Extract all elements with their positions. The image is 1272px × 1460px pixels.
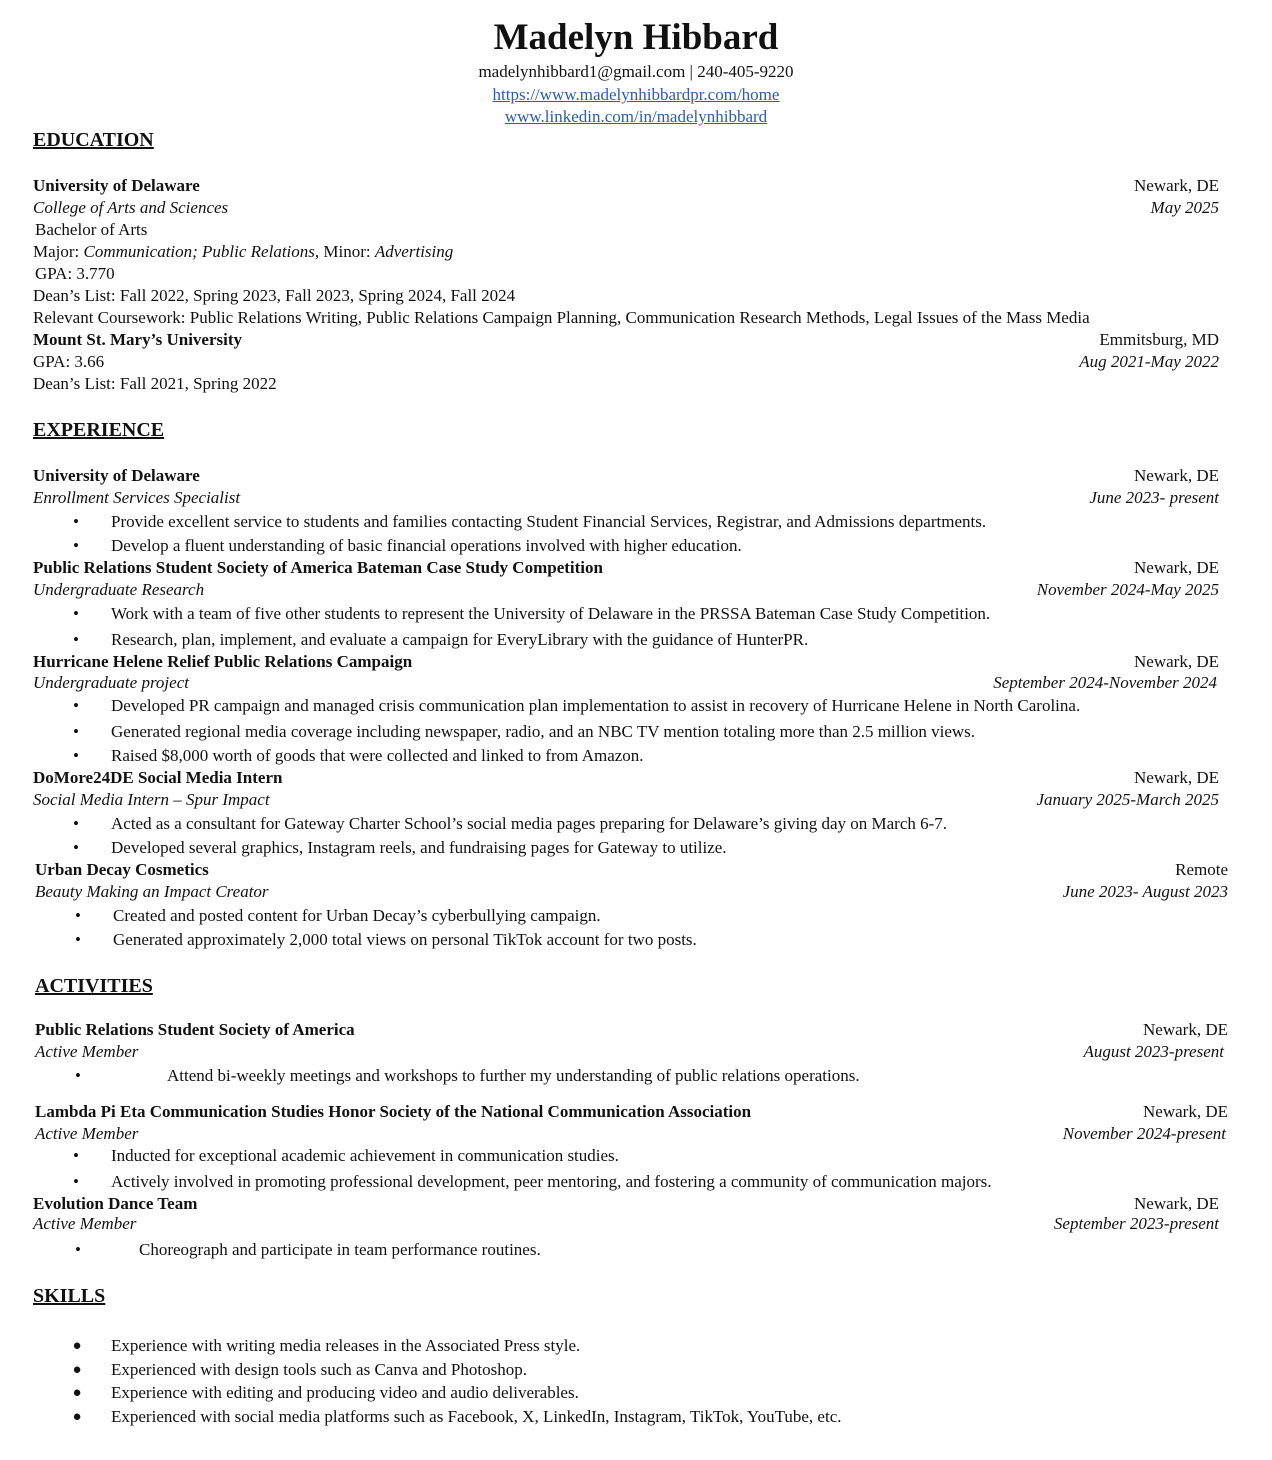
bullet-glyph: • — [75, 1240, 81, 1259]
job-bullet: Developed PR campaign and managed crisis communication plan implementation to assist in recovery of Hurricane Helene in North Carolina. — [111, 696, 1081, 715]
ud-college: College of Arts and Sciences — [33, 198, 229, 217]
msmu-date: Aug 2021-May 2022 — [1079, 352, 1219, 371]
ud-gpa: GPA: 3.770 — [35, 264, 115, 283]
linkedin-link[interactable]: www.linkedin.com/in/madelynhibbard — [504, 107, 768, 126]
ud-deans-list: Dean’s List: Fall 2022, Spring 2023, Fall 2023, Spring 2024, Fall 2024 — [33, 286, 516, 305]
bullet-glyph: • — [73, 604, 79, 623]
activity-org: Lambda Pi Eta Communication Studies Honor Society of the National Communication Association — [35, 1102, 752, 1121]
activity-bullet: Actively involved in promoting professional development, peer mentoring, and fostering a community of communication majors. — [111, 1172, 992, 1191]
bullet-glyph: • — [73, 1172, 79, 1191]
msmu-location: Emmitsburg, MD — [1099, 330, 1219, 349]
activity-role: Active Member — [33, 1214, 137, 1233]
bullet-glyph: • — [73, 838, 79, 857]
job-location: Remote — [1175, 860, 1228, 879]
activity-location: Newark, DE — [1143, 1102, 1228, 1121]
job-role: Social Media Intern – Spur Impact — [33, 790, 270, 809]
msmu-school: Mount St. Mary’s University — [33, 330, 243, 349]
job-bullet: Created and posted content for Urban Decay’s cyberbullying campaign. — [113, 906, 601, 925]
bullet-glyph: • — [73, 536, 79, 555]
ud-location: Newark, DE — [1134, 176, 1219, 195]
job-bullet: Generated approximately 2,000 total views on personal TikTok account for two posts. — [113, 930, 697, 949]
activity-bullet: Attend bi-weekly meetings and workshops to further my understanding of public relations operations. — [167, 1066, 860, 1085]
activity-location: Newark, DE — [1143, 1020, 1228, 1039]
job-location: Newark, DE — [1134, 652, 1219, 671]
activity-org: Evolution Dance Team — [33, 1194, 198, 1213]
job-bullet: Work with a team of five other students to represent the University of Delaware in the PRSSA Bateman Case Study Competition. — [111, 604, 991, 623]
job-date: June 2023- present — [1089, 488, 1219, 507]
job-date: January 2025-March 2025 — [1036, 790, 1219, 809]
skills-heading: SKILLS — [33, 1285, 106, 1307]
candidate-name: Madelyn Hibbard — [493, 17, 779, 58]
job-org: Hurricane Helene Relief Public Relations Campaign — [33, 652, 413, 671]
activity-bullet: Choreograph and participate in team performance routines. — [139, 1240, 541, 1259]
msmu-gpa: GPA: 3.66 — [33, 352, 105, 371]
job-org: DoMore24DE Social Media Intern — [33, 768, 283, 787]
job-bullet: Generated regional media coverage including newspaper, radio, and an NBC TV mention totaling more than 2.5 million views. — [111, 722, 976, 741]
job-role: Enrollment Services Specialist — [33, 488, 241, 507]
skill-item: Experience with editing and producing video and audio deliverables. — [111, 1383, 579, 1402]
linkedin-link-row — [0, 106, 1272, 128]
ud-date: May 2025 — [1150, 198, 1219, 217]
bullet-glyph: • — [73, 630, 79, 649]
activity-location: Newark, DE — [1134, 1194, 1219, 1213]
minor-label: Minor: — [323, 242, 371, 261]
skill-bullet-glyph: ● — [72, 1409, 82, 1425]
activity-date: September 2023-present — [1053, 1214, 1219, 1233]
ud-degree: Bachelor of Arts — [35, 220, 148, 239]
job-org: University of Delaware — [33, 466, 200, 485]
bullet-glyph: • — [73, 746, 79, 765]
job-org: Public Relations Student Society of America Bateman Case Study Competition — [33, 558, 603, 577]
activity-org: Public Relations Student Society of America — [35, 1020, 355, 1039]
major-value: Communication; Public Relations, — [83, 242, 320, 261]
msmu-deans-list: Dean’s List: Fall 2021, Spring 2022 — [33, 374, 277, 393]
ud-major-minor — [33, 241, 453, 263]
job-date: June 2023- August 2023 — [1062, 882, 1228, 901]
contact-line: madelynhibbard1@gmail.com | 240-405-9220 — [478, 62, 794, 81]
major-label: Major: — [33, 242, 80, 261]
experience-heading: EXPERIENCE — [33, 419, 165, 441]
job-location: Newark, DE — [1134, 466, 1219, 485]
job-bullet: Developed several graphics, Instagram reels, and fundraising pages for Gateway to utilize. — [111, 838, 727, 857]
job-org: Urban Decay Cosmetics — [35, 860, 209, 879]
skill-item: Experienced with design tools such as Canva and Photoshop. — [111, 1360, 527, 1379]
job-role: Beauty Making an Impact Creator — [35, 882, 269, 901]
skill-item: Experience with writing media releases in the Associated Press style. — [111, 1336, 581, 1355]
bullet-glyph: • — [75, 1066, 81, 1085]
bullet-glyph: • — [73, 814, 79, 833]
minor-value: Advertising — [374, 242, 454, 261]
ud-coursework: Relevant Coursework: Public Relations Writing, Public Relations Campaign Planning, Communication Research Methods, Legal Issues of the Mass Media — [33, 308, 1090, 327]
job-bullet: Raised $8,000 worth of goods that were collected and linked to from Amazon. — [111, 746, 644, 765]
education-heading: EDUCATION — [33, 129, 154, 151]
activities-heading: ACTIVITIES — [35, 975, 153, 997]
job-bullet: Develop a fluent understanding of basic financial operations involved with higher education. — [111, 536, 742, 555]
job-bullet: Acted as a consultant for Gateway Charter School’s social media pages preparing for Delaware’s giving day on March 6-7. — [111, 814, 948, 833]
job-location: Newark, DE — [1134, 558, 1219, 577]
bullet-glyph: • — [75, 906, 81, 925]
bullet-glyph: • — [73, 1146, 79, 1165]
website-link[interactable]: https://www.madelynhibbardpr.com/home — [492, 85, 780, 104]
activity-role: Active Member — [35, 1042, 139, 1061]
skill-item: Experienced with social media platforms such as Facebook, X, LinkedIn, Instagram, TikTok, YouTube, etc. — [111, 1407, 842, 1426]
activity-bullet: Inducted for exceptional academic achievement in communication studies. — [111, 1146, 619, 1165]
activity-date: August 2023-present — [1083, 1042, 1224, 1061]
skill-bullet-glyph: ● — [72, 1362, 82, 1378]
ud-school: University of Delaware — [33, 176, 200, 195]
job-bullet: Research, plan, implement, and evaluate a campaign for EveryLibrary with the guidance of HunterPR. — [111, 630, 809, 649]
bullet-glyph: • — [73, 512, 79, 531]
skill-bullet-glyph: ● — [72, 1385, 82, 1401]
job-location: Newark, DE — [1134, 768, 1219, 787]
website-link-row — [0, 84, 1272, 106]
job-role: Undergraduate project — [33, 673, 189, 692]
activity-role: Active Member — [35, 1124, 139, 1143]
bullet-glyph: • — [73, 696, 79, 715]
bullet-glyph: • — [73, 722, 79, 741]
job-date: September 2024-November 2024 — [993, 673, 1217, 692]
job-date: November 2024-May 2025 — [1036, 580, 1219, 599]
job-bullet: Provide excellent service to students and families contacting Student Financial Services, Registrar, and Admissions departments. — [111, 512, 987, 531]
job-role: Undergraduate Research — [33, 580, 205, 599]
activity-date: November 2024-present — [1062, 1124, 1226, 1143]
skill-bullet-glyph: ● — [72, 1338, 82, 1354]
bullet-glyph: • — [75, 930, 81, 949]
